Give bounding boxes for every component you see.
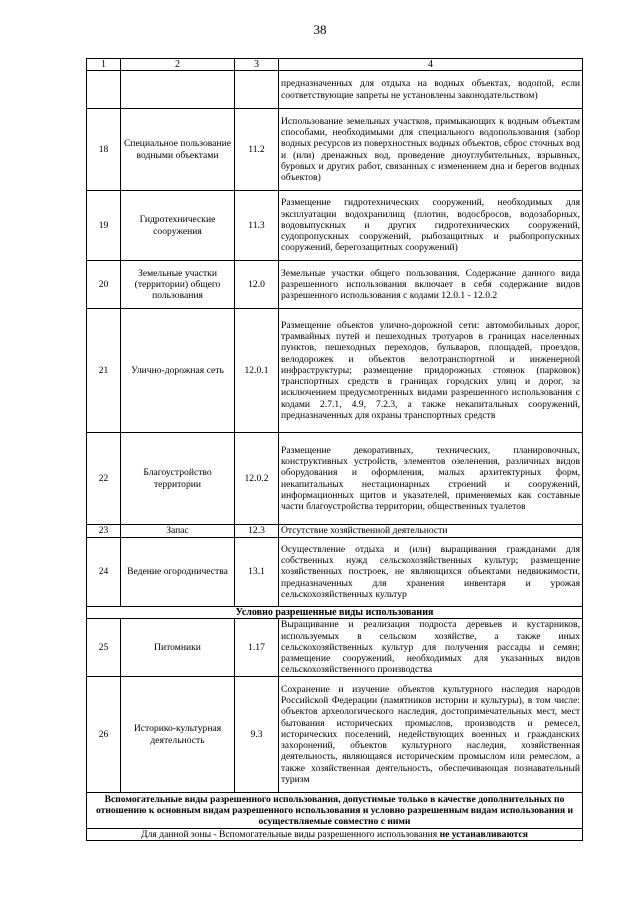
auxiliary-section-row <box>87 793 583 829</box>
use-code: 12.0.1 <box>235 309 279 433</box>
table-row <box>87 309 583 433</box>
use-code: 12.0.2 <box>235 433 279 525</box>
use-description: Размещение гидротехнических сооружений, необходимых для эксплуатации водохранилищ (плотин, водосбросов, водозаборных, водовыпускных и других гидротехнических сооружений, судопропускных сооружений, рыбозащитных и рыбопропускных сооружений, берегозащитных сооружений) <box>279 191 583 261</box>
use-name: Благоустройство территории <box>121 433 235 525</box>
use-name: Земельные участки (территории) общего пользования <box>121 261 235 309</box>
row-number: 22 <box>87 433 121 525</box>
table-row <box>87 619 583 677</box>
use-name: Запас <box>121 525 235 538</box>
use-description: Сохранение и изучение объектов культурного наследия народов Российской Федерации (памятников истории и культуры), в том числе: объектов археологического наследия, достопримечательных мест, мест бытования исторических промыслов, производств и ремесел, исторических поселений, недействующих военных и гражданских захоронений, объектов культурного наследия, хозяйственная деятельность, являющаяся историческим промыслом или ремеслом, а также хозяйственная деятельность, обеспечивающая познавательный туризм <box>279 677 583 793</box>
table-row <box>87 538 583 607</box>
row-number: 25 <box>87 619 121 677</box>
auxiliary-section-title: Вспомогательные виды разрешенного использования, допустимые только в качестве дополнительных по отношению к основным видам разрешенного использования и условно разрешенным видам использования и осуществляемые совместно с ними <box>87 793 583 829</box>
use-description: Осуществление отдыха и (или) выращивания гражданами для собственных нужд сельскохозяйственных культур; размещение хозяйственных построек, не являющихся объектами недвижимости, предназначенных для хранения инвентаря и урожая сельскохозяйственных культур <box>279 538 583 607</box>
header-col-1: 1 <box>87 59 121 71</box>
use-code: 1.17 <box>235 619 279 677</box>
use-description: Использование земельных участков, примыкающих к водным объектам способами, необходимыми для специального водопользования (забор водных ресурсов из поверхностных водных объектов, сброс сточных вод и (или) дренажных вод, проведение дноуглубительных, взрывных, буровых и других работ, связанных с изменением дна и берегов водных объектов) <box>279 109 583 191</box>
header-col-3: 3 <box>235 59 279 71</box>
row-number: 26 <box>87 677 121 793</box>
use-description: Размещение объектов улично-дорожной сети: автомобильных дорог, трамвайных путей и пешеходных тротуаров в границах населенных пунктов, пешеходных переходов, бульваров, площадей, проездов, велодорожек и объектов велотранспортной и инженерной инфраструктуры; размещение придорожных стоянок (парковок) транспортных средств в границах городских улиц и дорог, за исключением предусмотренных видами разрешенного использования с кодами 2.7.1, 4.9, 7.2.3, а также некапитальных сооружений, предназначенных для охраны транспортных средств <box>279 309 583 433</box>
header-col-4: 4 <box>279 59 583 71</box>
use-description: Размещение декоративных, технических, планировочных, конструктивных устройств, элементов озеленения, различных видов оборудования и оформления, малых архитектурных форм, некапитальных нестационарных строений и сооружений, информационных щитов и указателей, применяемых как составные части благоустройства территории, общественных туалетов <box>279 433 583 525</box>
row-number: 19 <box>87 191 121 261</box>
row-number: 24 <box>87 538 121 607</box>
land-use-table <box>86 58 583 841</box>
header-col-2: 2 <box>121 59 235 71</box>
use-name: Историко-культурная деятельность <box>121 677 235 793</box>
use-name: Питомники <box>121 619 235 677</box>
zone-note-row <box>87 829 583 841</box>
table-row <box>87 191 583 261</box>
table-row <box>87 525 583 538</box>
row-number: 23 <box>87 525 121 538</box>
use-code: 11.2 <box>235 109 279 191</box>
continuation-text: предназначенных для отдыха на водных объектах, водопой, если соответствующие запреты не установлены законодательством) <box>279 71 583 109</box>
zone-note-emphasis: не устанавливаются <box>439 829 528 840</box>
use-name: Гидротехнические сооружения <box>121 191 235 261</box>
zone-note-prefix: Для данной зоны - Вспомогательные виды разрешенного использования <box>141 829 440 840</box>
row-number: 20 <box>87 261 121 309</box>
zone-note <box>87 829 583 841</box>
use-code: 12.3 <box>235 525 279 538</box>
use-code: 12.0 <box>235 261 279 309</box>
conditional-section-title: Условно разрешенные виды использования <box>87 607 583 619</box>
use-description: Отсутствие хозяйственной деятельности <box>279 525 583 538</box>
use-code: 11.3 <box>235 191 279 261</box>
use-name: Улично-дорожная сеть <box>121 309 235 433</box>
use-name: Специальное пользование водными объектами <box>121 109 235 191</box>
use-code: 9.3 <box>235 677 279 793</box>
use-description: Земельные участки общего пользования. Содержание данного вида разрешенного использования включает в себя содержание видов разрешенного использования с кодами 12.0.1 - 12.0.2 <box>279 261 583 309</box>
table-row <box>87 109 583 191</box>
continuation-row <box>87 71 583 109</box>
table-row <box>87 677 583 793</box>
row-number: 21 <box>87 309 121 433</box>
use-description: Выращивание и реализация подроста деревьев и кустарников, используемых в сельском хозяйстве, а также иных сельскохозяйственных культур для получения рассады и семян; размещение сооружений, необходимых для указанных видов сельскохозяйственного производства <box>279 619 583 677</box>
table-header-row <box>87 59 583 71</box>
table-row <box>87 261 583 309</box>
table-row <box>87 433 583 525</box>
use-name: Ведение огородничества <box>121 538 235 607</box>
use-code: 13.1 <box>235 538 279 607</box>
row-number: 18 <box>87 109 121 191</box>
page-number: 38 <box>313 22 327 37</box>
conditional-section-row <box>87 607 583 619</box>
